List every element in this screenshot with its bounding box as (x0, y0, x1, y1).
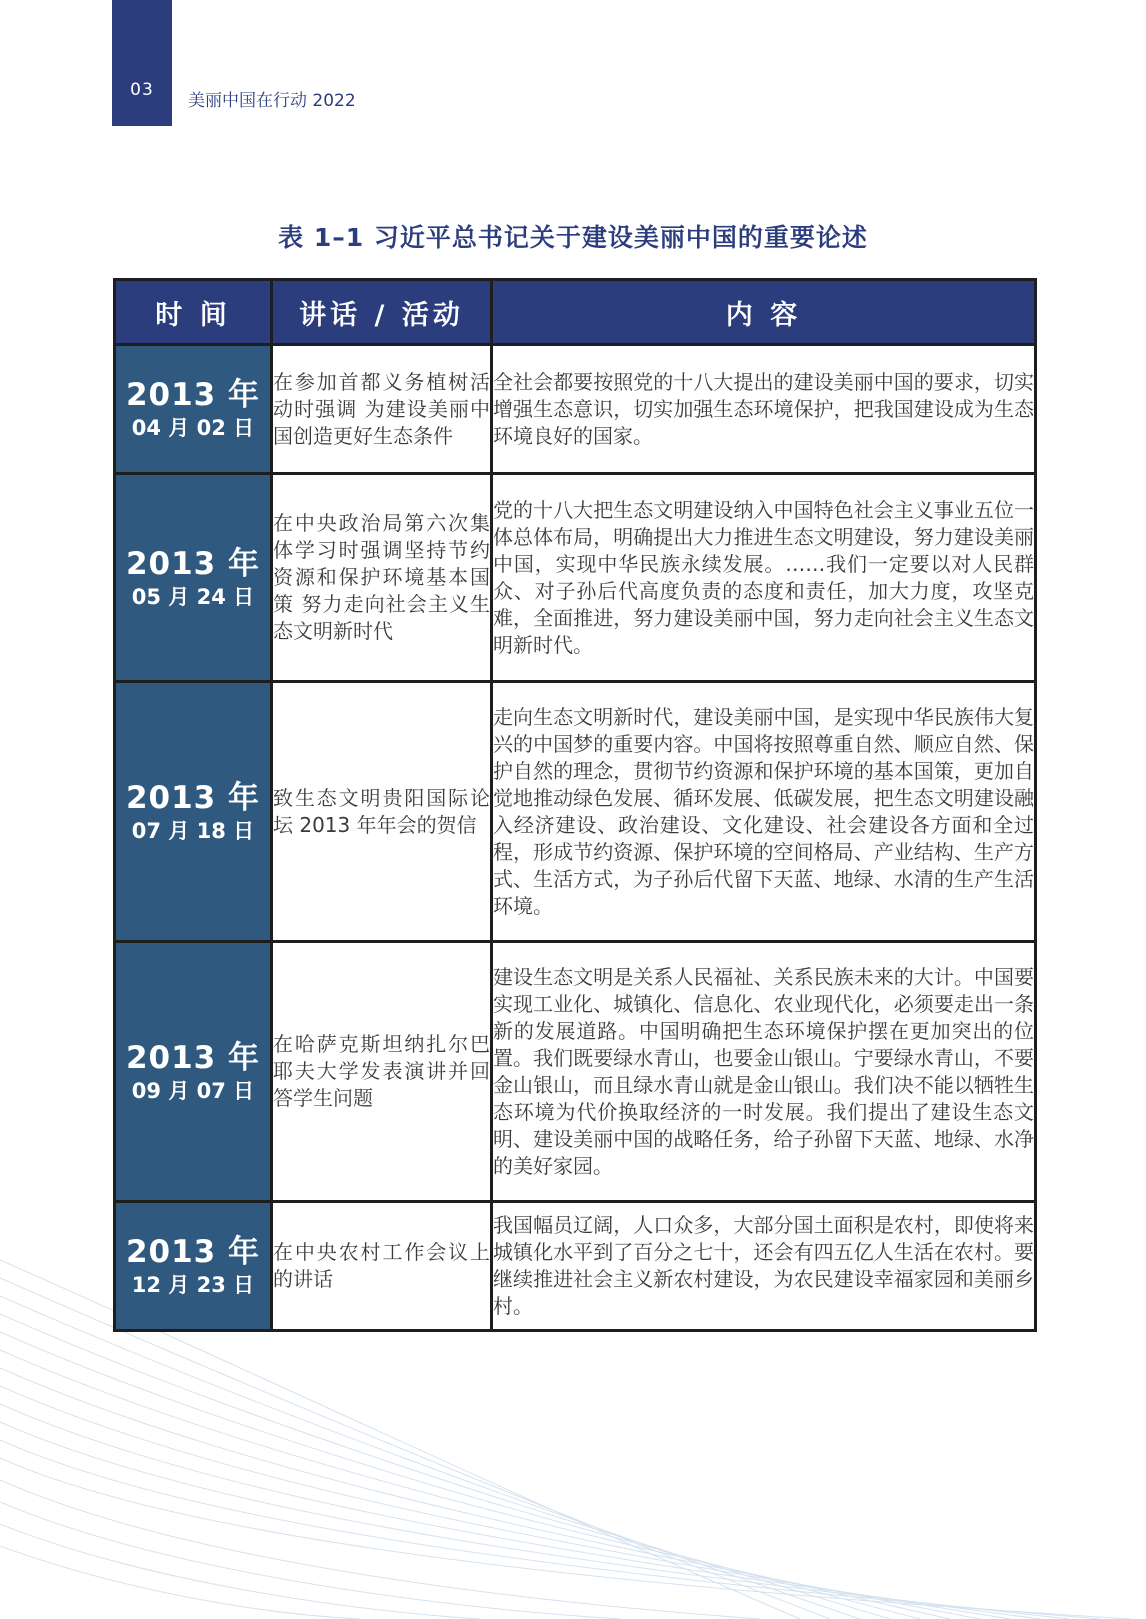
table-row (115, 942, 1036, 1202)
table-row (115, 474, 1036, 682)
table-header-row (115, 280, 1036, 345)
column-header-time: 时 间 (115, 280, 272, 345)
running-header-title: 美丽中国在行动 2022 (188, 91, 356, 111)
content-cell: 走向生态文明新时代，建设美丽中国，是实现中华民族伟大复兴的中国梦的重要内容。中国将按照尊重自然、顺应自然、保护自然的理念，贯彻节约资源和保护环境的基本国策，更加自觉地推动绿色发展、循环发展、低碳发展，把生态文明建设融入经济建设、政治建设、文化建设、社会建设各方面和全过程，形成节约资源、保护环境的空间格局、产业结构、生产方式、生活方式，为子孙后代留下天蓝、地绿、水清的生产生活环境。 (492, 682, 1036, 942)
event-cell: 在哈萨克斯坦纳扎尔巴耶夫大学发表演讲并回答学生问题 (272, 942, 492, 1202)
statements-table (113, 278, 1037, 1332)
date-year: 2013 年 (125, 779, 261, 816)
date-year: 2013 年 (125, 377, 261, 413)
date-cell (115, 474, 272, 682)
table-caption: 表 1–1 习近平总书记关于建设美丽中国的重要论述 (278, 223, 868, 252)
date-cell (115, 942, 272, 1202)
content-cell: 我国幅员辽阔，人口众多，大部分国土面积是农村，即使将来城镇化水平到了百分之七十，还会有四五亿人生活在农村。要继续推进社会主义新农村建设，为农民建设幸福家园和美丽乡村。 (492, 1202, 1036, 1331)
content-cell: 建设生态文明是关系人民福祉、关系民族未来的大计。中国要实现工业化、城镇化、信息化、农业现代化，必须要走出一条新的发展道路。中国明确把生态环境保护摆在更加突出的位置。我们既要绿水青山，也要金山银山。宁要绿水青山，不要金山银山，而且绿水青山就是金山银山。我们决不能以牺牲生态环境为代价换取经济的一时发展。我们提出了建设生态文明、建设美丽中国的战略任务，给子孙留下天蓝、地绿、水净的美好家园。 (492, 942, 1036, 1202)
table-row (115, 1202, 1036, 1331)
date-day: 04 月 02 日 (131, 416, 255, 440)
page-number: 03 (130, 80, 154, 100)
event-cell: 在参加首都义务植树活动时强调 为建设美丽中国创造更好生态条件 (272, 345, 492, 474)
table-row (115, 345, 1036, 474)
date-cell (115, 1202, 272, 1331)
event-cell: 在中央政治局第六次集体学习时强调坚持节约资源和保护环境基本国策 努力走向社会主义生态文明新时代 (272, 474, 492, 682)
column-header-content: 内 容 (492, 280, 1036, 345)
date-year: 2013 年 (125, 545, 261, 582)
date-cell (115, 345, 272, 474)
date-year: 2013 年 (125, 1039, 261, 1076)
page-tab (112, 0, 172, 126)
date-day: 07 月 18 日 (131, 818, 255, 843)
column-header-event: 讲话 / 活动 (272, 280, 492, 345)
content-cell: 全社会都要按照党的十八大提出的建设美丽中国的要求，切实增强生态意识，切实加强生态环境保护，把我国建设成为生态环境良好的国家。 (492, 345, 1036, 474)
date-cell (115, 682, 272, 942)
date-day: 05 月 24 日 (131, 584, 255, 609)
event-cell: 致生态文明贵阳国际论坛 2013 年年会的贺信 (272, 682, 492, 942)
event-cell: 在中央农村工作会议上的讲话 (272, 1202, 492, 1331)
date-day: 09 月 07 日 (131, 1078, 255, 1103)
date-year: 2013 年 (125, 1234, 261, 1270)
table-row (115, 682, 1036, 942)
date-day: 12 月 23 日 (131, 1273, 255, 1297)
content-cell: 党的十八大把生态文明建设纳入中国特色社会主义事业五位一体总体布局，明确提出大力推进生态文明建设，努力建设美丽中国，实现中华民族永续发展。……我们一定要以对人民群众、对子孙后代高度负责的态度和责任，加大力度，攻坚克难，全面推进，努力建设美丽中国，努力走向社会主义生态文明新时代。 (492, 474, 1036, 682)
